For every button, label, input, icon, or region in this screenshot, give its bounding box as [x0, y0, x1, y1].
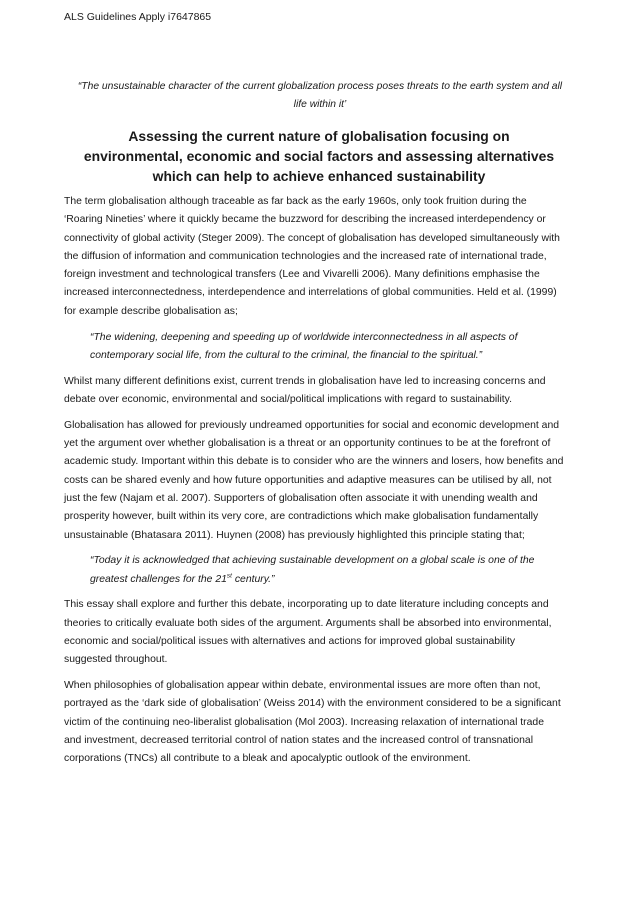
paragraph-intro: The term globalisation although traceable as far back as the early 1960s, only took fruition during the ‘Roaring Nineties’ where it quickly became the buzzword for describing the increased interdependency or connectivity of global activity (Steger 2009). The concept of globalisation has developed simultaneously with the diffusion of information and communication technologies and the increased rate of international trade, foreign investment and technological transfers (Lee and Vivarelli 2006). Many definitions emphasise the increased interconnectedness, interdependence and interrelations of global communities. Held et al. (1999) for example describe globalisation as;: [64, 196, 560, 317]
paragraph-trends: Whilst many different definitions exist, current trends in globalisation have led to increasing concerns and debate over economic, environmental and social/political implications with regard to sustainability.: [64, 375, 546, 405]
essay-title: Assessing the current nature of globalisation focusing on environmental, economic and social factors and assessing alternatives which can help to achieve enhanced sustainability: [83, 128, 555, 184]
epigraph-quote: “The unsustainable character of the current globalization process poses threats to the earth system and all life within it’: [77, 81, 563, 110]
block-quote-huynen: [90, 552, 564, 589]
block-quote-held: “The widening, deepening and speeding up of worldwide interconnectedness in all aspects of contemporary social life, from the cultural to the criminal, the financial to the spiritual.”: [90, 331, 518, 361]
paragraph-essay-plan: This essay shall explore and further this debate, incorporating up to date literature including concepts and theories to critically evaluate both sides of the argument. Arguments shall be absorbed into environmental, economic and social/political issues with alternatives and actions for improved global sustainability suggested throughout.: [64, 599, 552, 666]
paragraph-environment: When philosophies of globalisation appear within debate, environmental issues are more often than not, portrayed as the ‘dark side of globalisation’ (Weiss 2014) with the environment considered to be a significant victim of the continuing neo-liberalist globalisation (Mol 2003). Increasing relaxation of international trade and investment, decreased territorial control of nation states and the increased control of transnational corporations (TNCs) all contribute to a bleak and apocalyptic outlook of the environment.: [64, 680, 561, 765]
paragraph-opportunities: Globalisation has allowed for previously undreamed opportunities for social and economic development and yet the argument over whether globalisation is a threat or an opportunity continues to be at the forefront of academic study. Important within this debate is to consider who are the winners and losers, how benefits and costs can be shared evenly and how future opportunities and adaptive measures can be utilised by all, not just the few (Najam et al. 2007). Supporters of globalisation often associate it with unending wealth and prosperity however, built within its very core, are contradictions which make globalisation fundamentally unsustainable (Bhatasara 2011). Huynen (2008) has previously highlighted this principle stating that;: [64, 419, 564, 541]
essay-body: [64, 193, 564, 776]
page-header: ALS Guidelines Apply i7647865: [64, 11, 212, 23]
quote-text: “Today it is acknowledged that achieving sustainable development on a global scale is one of the greatest challenges for the 21: [90, 555, 535, 585]
quote-text-end: century.”: [231, 573, 275, 585]
ordinal-superscript: st: [226, 572, 232, 580]
